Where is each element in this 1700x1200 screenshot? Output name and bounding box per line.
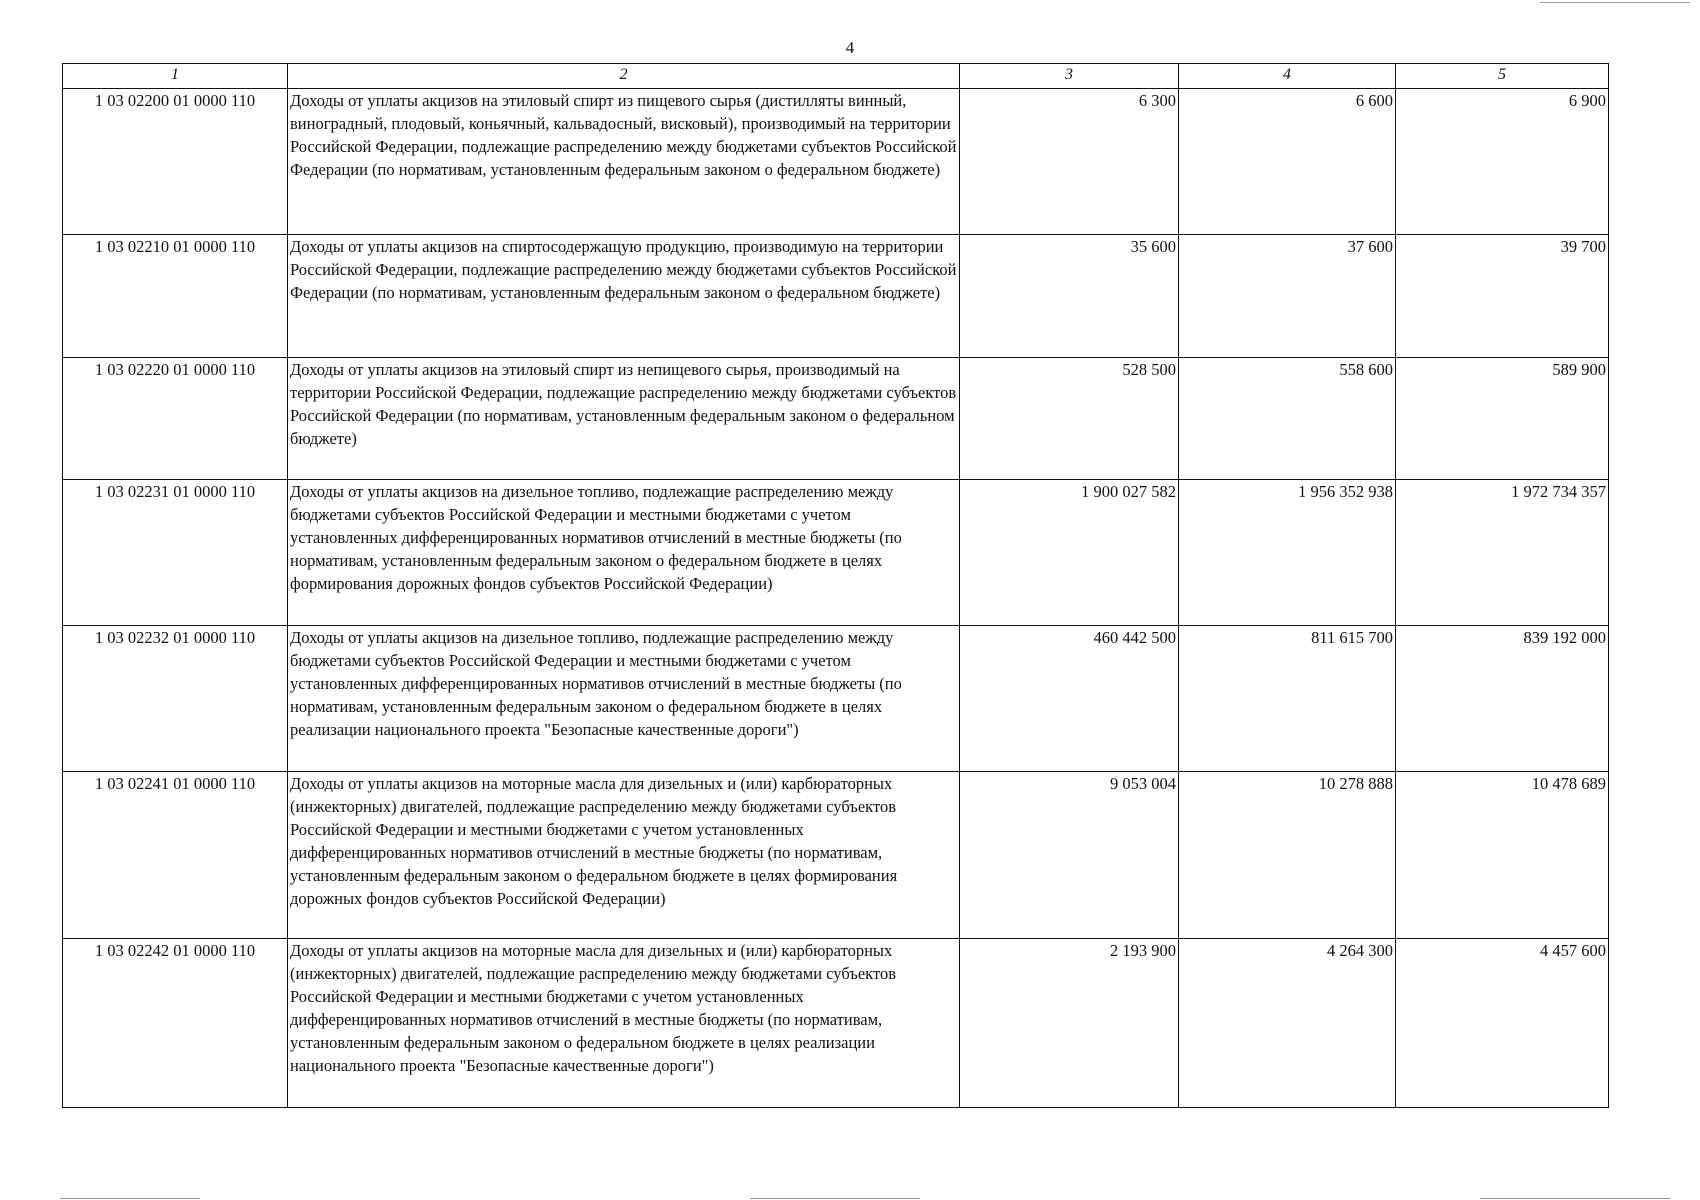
table-row — [63, 939, 1609, 1108]
budget-code: 1 03 02232 01 0000 110 — [63, 626, 288, 772]
budget-code: 1 03 02242 01 0000 110 — [63, 939, 288, 1108]
column-header-2: 2 — [288, 64, 960, 89]
budget-code: 1 03 02200 01 0000 110 — [63, 89, 288, 235]
amount-col5: 4 457 600 — [1396, 939, 1609, 1108]
header-row — [63, 64, 1609, 89]
scan-artifact-line — [1540, 2, 1690, 3]
amount-col4: 10 278 888 — [1179, 772, 1396, 939]
amount-col5: 589 900 — [1396, 358, 1609, 480]
amount-col3: 9 053 004 — [960, 772, 1179, 939]
amount-col5: 6 900 — [1396, 89, 1609, 235]
budget-code: 1 03 02231 01 0000 110 — [63, 480, 288, 626]
amount-col4: 4 264 300 — [1179, 939, 1396, 1108]
amount-col4: 811 615 700 — [1179, 626, 1396, 772]
scan-artifact-line — [750, 1198, 920, 1199]
amount-col5: 39 700 — [1396, 235, 1609, 358]
page-number: 4 — [845, 38, 855, 57]
revenue-description: Доходы от уплаты акцизов на спиртосодержащую продукцию, производимую на территории Российской Федерации, подлежащие распределению между бюджетами субъектов Российской Федерации (по нормативам, установленным федеральным законом о федеральном бюджете) — [288, 235, 960, 358]
scan-artifact-line — [60, 1198, 200, 1199]
amount-col4: 558 600 — [1179, 358, 1396, 480]
column-header-1: 1 — [63, 64, 288, 89]
amount-col4: 37 600 — [1179, 235, 1396, 358]
scan-artifact-line — [1480, 1198, 1670, 1199]
amount-col4: 6 600 — [1179, 89, 1396, 235]
amount-col3: 6 300 — [960, 89, 1179, 235]
table-row — [63, 235, 1609, 358]
column-header-3: 3 — [960, 64, 1179, 89]
amount-col3: 1 900 027 582 — [960, 480, 1179, 626]
revenue-description: Доходы от уплаты акцизов на дизельное топливо, подлежащие распределению между бюджетами субъектов Российской Федерации и местными бюджетами с учетом установленных дифференцированных нормативов отчислений в местные бюджеты (по нормативам, установленным федеральным законом о федеральном бюджете в целях реализации национального проекта "Безопасные качественные дороги") — [288, 626, 960, 772]
column-header-5: 5 — [1396, 64, 1609, 89]
table-header — [63, 64, 1609, 89]
amount-col3: 528 500 — [960, 358, 1179, 480]
amount-col5: 839 192 000 — [1396, 626, 1609, 772]
budget-code: 1 03 02241 01 0000 110 — [63, 772, 288, 939]
revenue-description: Доходы от уплаты акцизов на этиловый спирт из пищевого сырья (дистилляты винный, виноградный, плодовый, коньячный, кальвадосный, висковый), производимый на территории Российской Федерации, подлежащие распределению между бюджетами субъектов Российской Федерации (по нормативам, установленным федеральным законом о федеральном бюджете) — [288, 89, 960, 235]
amount-col4: 1 956 352 938 — [1179, 480, 1396, 626]
table-row — [63, 358, 1609, 480]
table-row — [63, 772, 1609, 939]
table-row — [63, 89, 1609, 235]
amount-col5: 10 478 689 — [1396, 772, 1609, 939]
budget-code: 1 03 02220 01 0000 110 — [63, 358, 288, 480]
table-row — [63, 480, 1609, 626]
revenue-table — [62, 63, 1609, 1108]
revenue-description: Доходы от уплаты акцизов на дизельное топливо, подлежащие распределению между бюджетами субъектов Российской Федерации и местными бюджетами с учетом установленных дифференцированных нормативов отчислений в местные бюджеты (по нормативам, установленным федеральным законом о федеральном бюджете в целях формирования дорожных фондов субъектов Российской Федерации) — [288, 480, 960, 626]
amount-col3: 35 600 — [960, 235, 1179, 358]
revenue-description: Доходы от уплаты акцизов на моторные масла для дизельных и (или) карбюраторных (инжекторных) двигателей, подлежащие распределению между бюджетами субъектов Российской Федерации и местными бюджетами с учетом установленных дифференцированных нормативов отчислений в местные бюджеты (по нормативам, установленным федеральным законом о федеральном бюджете в целях реализации национального проекта "Безопасные качественные дороги") — [288, 939, 960, 1108]
budget-code: 1 03 02210 01 0000 110 — [63, 235, 288, 358]
amount-col3: 460 442 500 — [960, 626, 1179, 772]
column-header-4: 4 — [1179, 64, 1396, 89]
revenue-description: Доходы от уплаты акцизов на моторные масла для дизельных и (или) карбюраторных (инжекторных) двигателей, подлежащие распределению между бюджетами субъектов Российской Федерации и местными бюджетами с учетом установленных дифференцированных нормативов отчислений в местные бюджеты (по нормативам, установленным федеральным законом о федеральном бюджете в целях формирования дорожных фондов субъектов Российской Федерации) — [288, 772, 960, 939]
revenue-description: Доходы от уплаты акцизов на этиловый спирт из непищевого сырья, производимый на территории Российской Федерации, подлежащие распределению между бюджетами субъектов Российской Федерации (по нормативам, установленным федеральным законом о федеральном бюджете) — [288, 358, 960, 480]
table-row — [63, 626, 1609, 772]
amount-col5: 1 972 734 357 — [1396, 480, 1609, 626]
amount-col3: 2 193 900 — [960, 939, 1179, 1108]
table-body — [63, 89, 1609, 1108]
